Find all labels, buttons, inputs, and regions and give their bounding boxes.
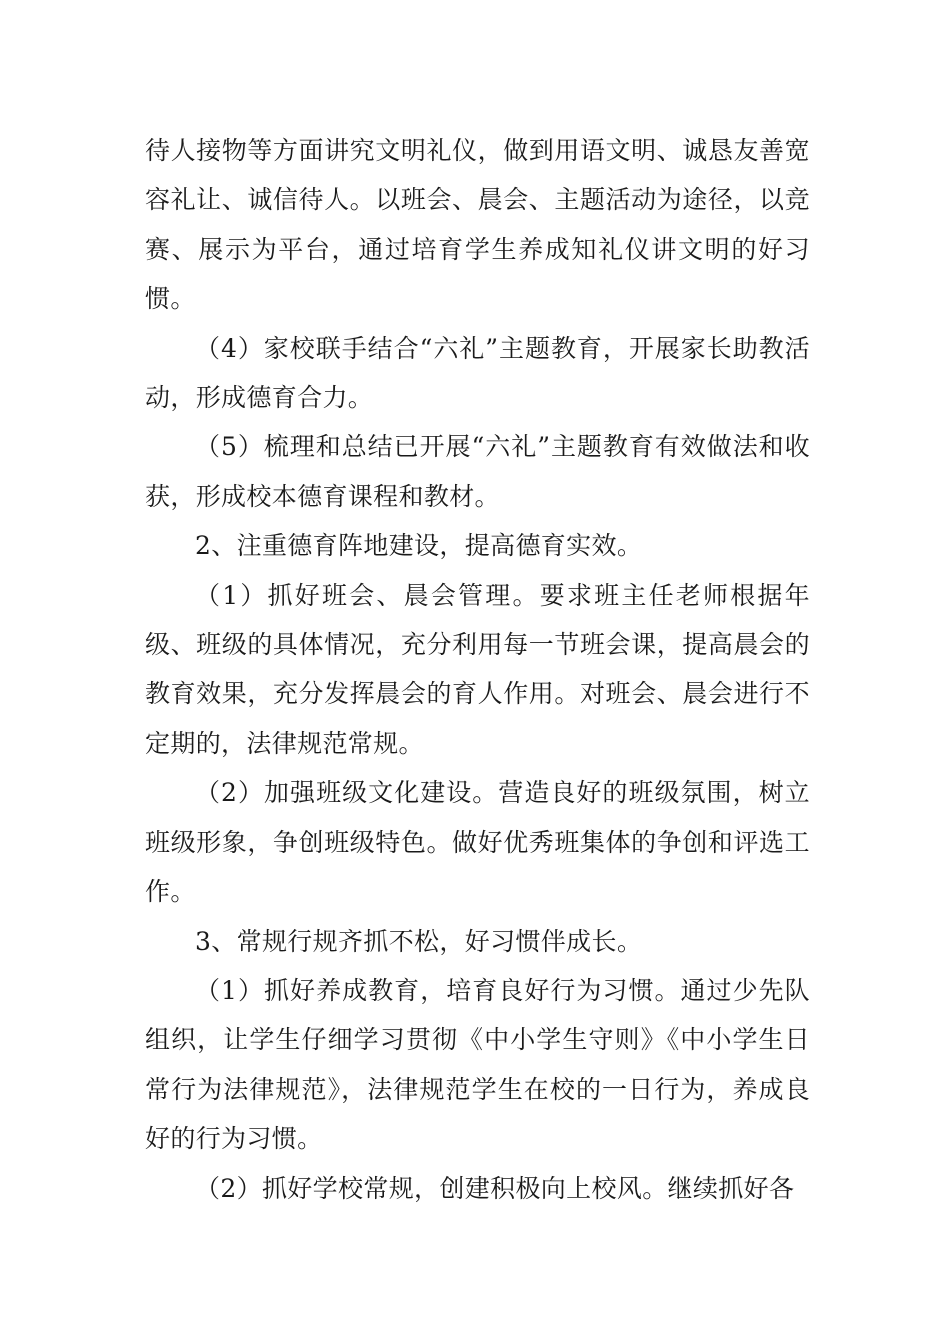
paragraph-section2-item-2: （2）加强班级文化建设。营造良好的班级氛围，树立班级形象，争创班级特色。做好优秀班集体的争创和评选工作。 <box>145 778 810 907</box>
document-body <box>145 126 810 1213</box>
paragraph-etiquette-intro: 待人接物等方面讲究文明礼仪，做到用语文明、诚恳友善宽容礼让、诚信待人。以班会、晨会、主题活动为途径，以竞赛、展示为平台，通过培育学生养成知礼仪讲文明的好习惯。 <box>145 136 810 314</box>
section-heading-3: 3、常规行规齐抓不松，好习惯伴成长。 <box>195 926 643 956</box>
paragraph-section2-item-1: （1）抓好班会、晨会管理。要求班主任老师根据年级、班级的具体情况，充分利用每一节班会课，提高晨会的教育效果，充分发挥晨会的育人作用。对班会、晨会进行不定期的，法律规范常规。 <box>145 580 810 758</box>
paragraph-section3-item-2: （2）抓好学校常规，创建积极向上校风。继续抓好各 <box>195 1173 795 1203</box>
paragraph-item-4: （4）家校联手结合“六礼”主题教育，开展家长助教活动，形成德育合力。 <box>145 333 810 413</box>
paragraph-item-5: （5）梳理和总结已开展“六礼”主题教育有效做法和收获，形成校本德育课程和教材。 <box>145 432 810 511</box>
paragraph-section3-item-1: （1）抓好养成教育，培育良好行为习惯。通过少先队组织，让学生仔细学习贯彻《中小学生守则》《中小学生日常行为法律规范》，法律规范学生在校的一日行为，养成良好的行为习惯。 <box>145 975 810 1154</box>
section-heading-2: 2、注重德育阵地建设，提高德育实效。 <box>195 531 643 561</box>
